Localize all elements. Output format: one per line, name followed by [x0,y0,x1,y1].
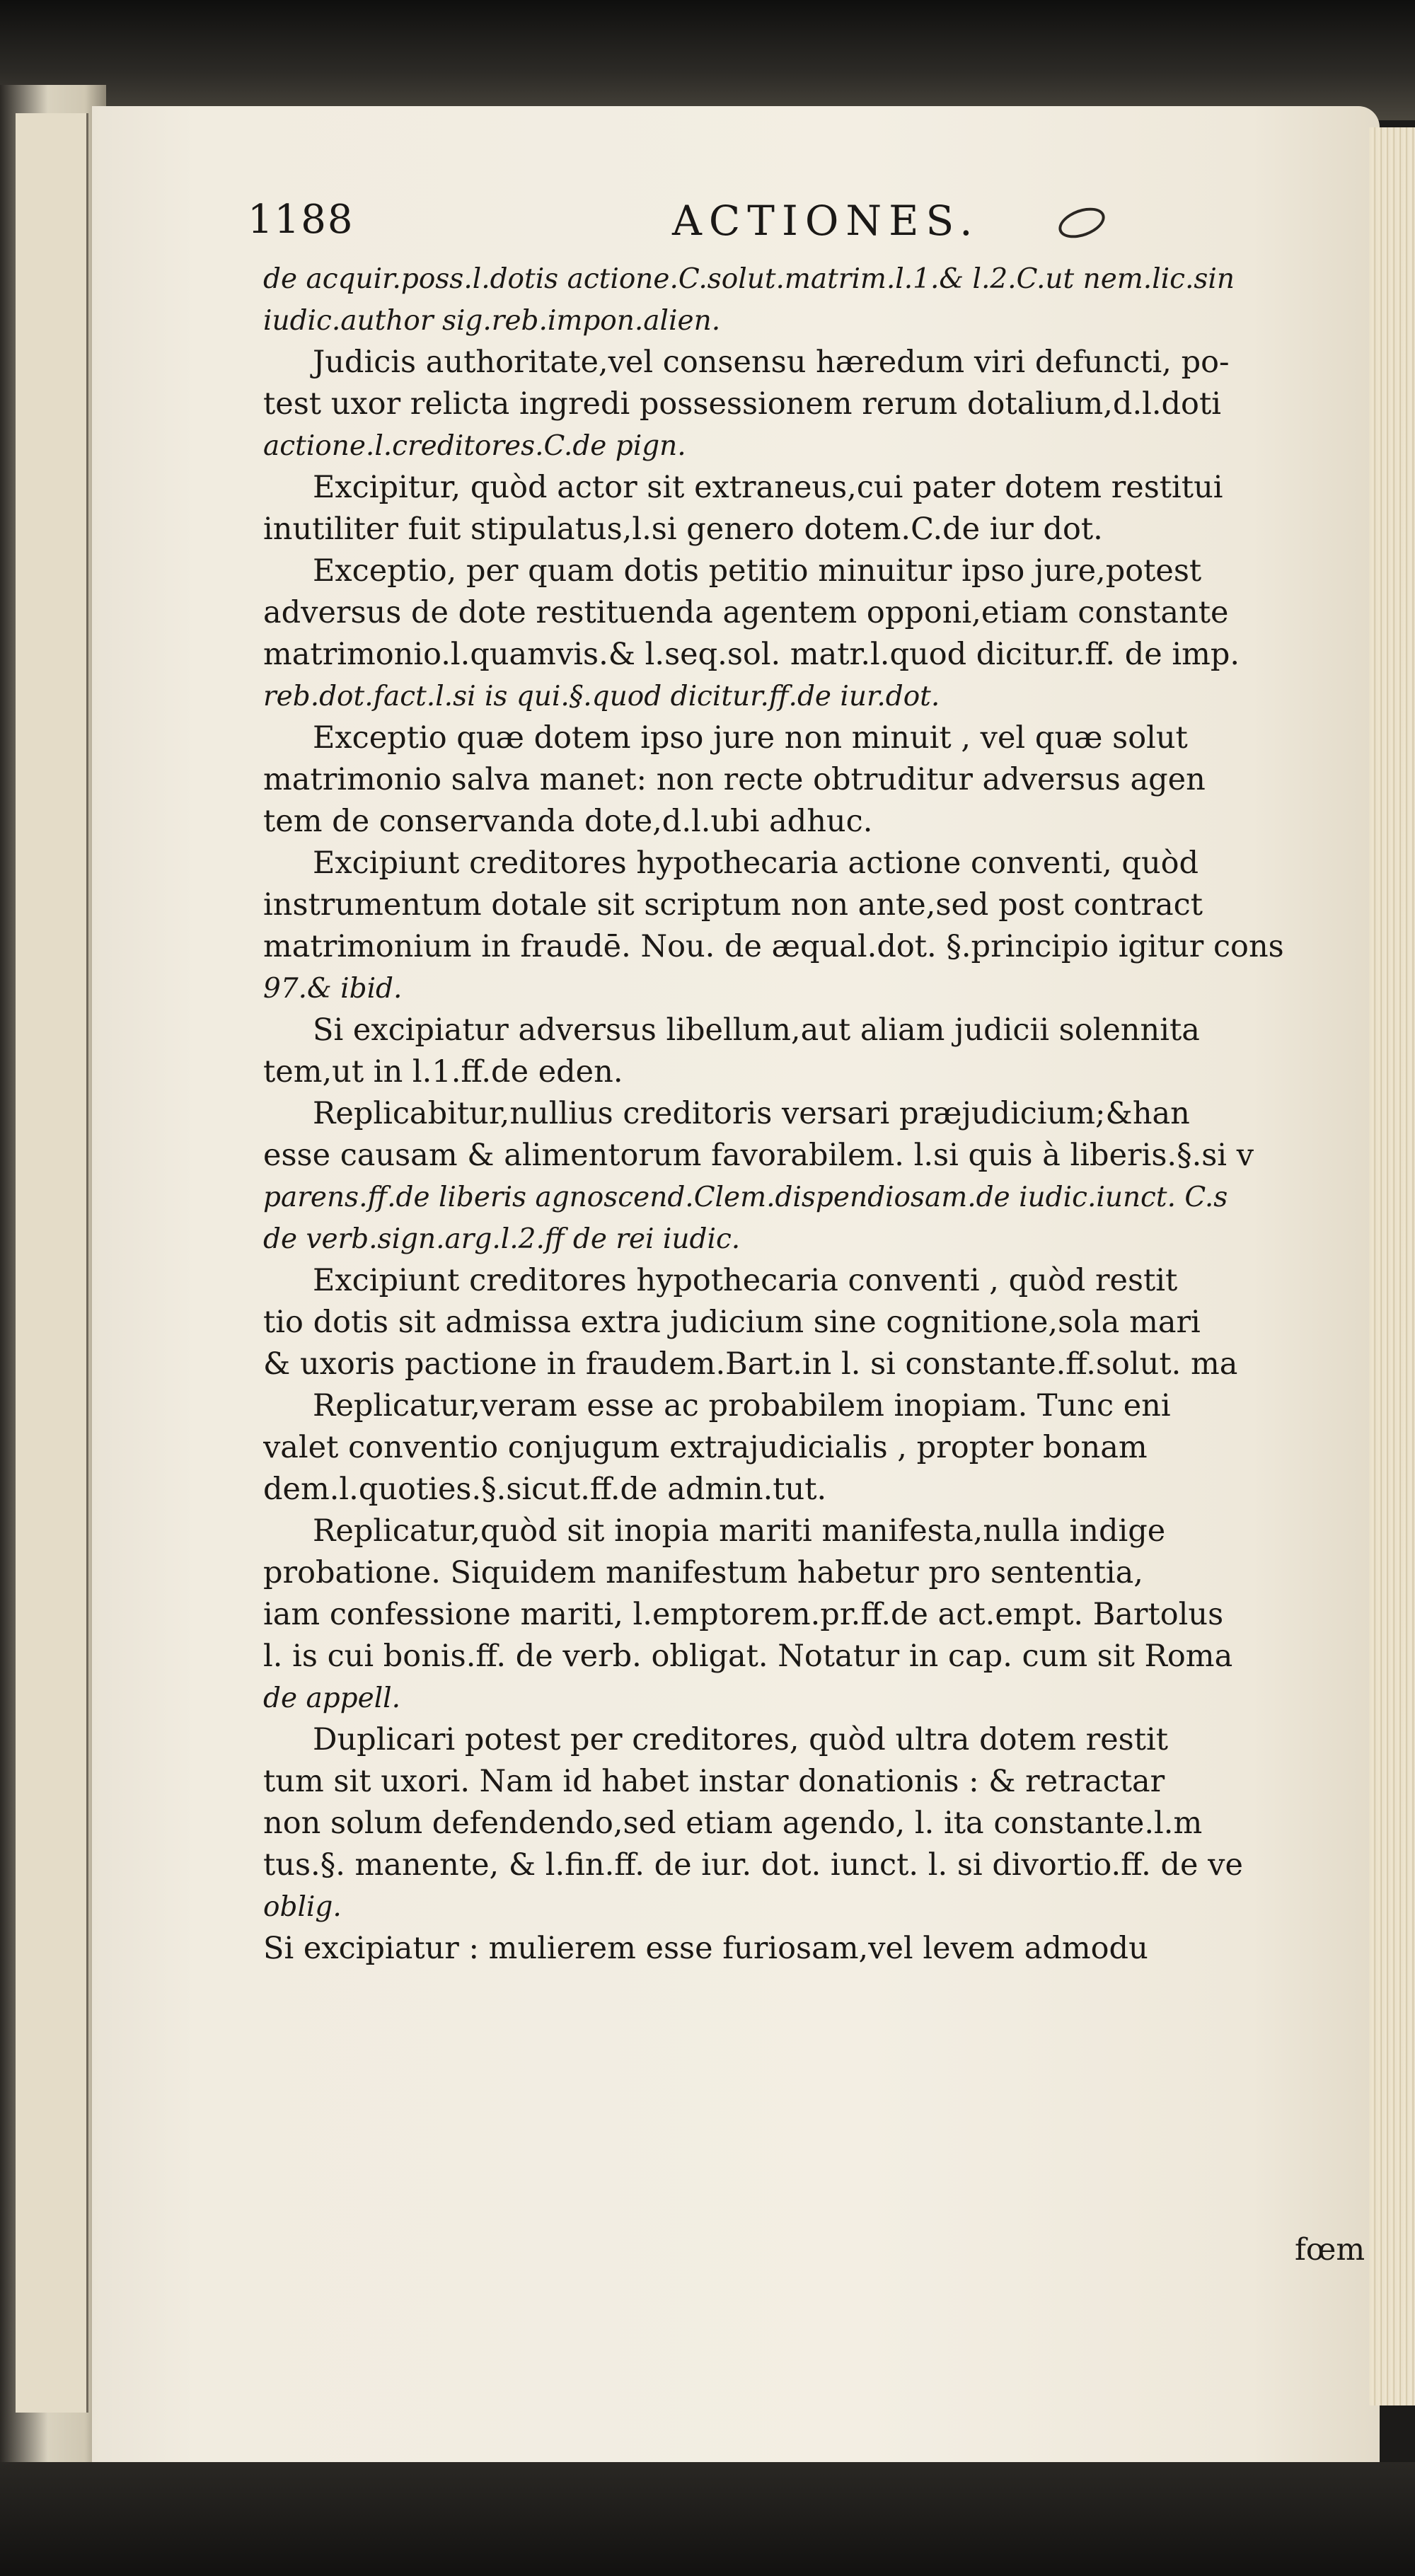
text-line: Si excipiatur : mulierem esse furiosam,vel levem admodu [263,1931,1148,1966]
text-line: oblig. [263,1891,342,1923]
page-number: 1188 [248,197,354,243]
right-page-leaves [1369,127,1415,2405]
text-line: de acquir.poss.l.dotis actione.C.solut.matrim.l.1.& l.2.C.ut nem.lic.sin [263,263,1235,295]
text-line: Judicis authoritate,vel consensu hæredum viri defuncti, po- [313,345,1230,380]
body-text [263,258,1367,2310]
text-line: de verb.sign.arg.l.2.ff de rei iudic. [263,1223,741,1255]
running-head: ACTIONES. [672,197,980,245]
text-line: 97.& ibid. [263,973,403,1005]
text-line: iudic.author sig.reb.impon.alien. [263,305,721,337]
text-line: esse causam & alimentorum favorabilem. l.si quis à liberis.§.si v [263,1138,1254,1173]
text-line: Si excipiatur adversus libellum,aut aliam judicii solennita [313,1012,1200,1048]
text-line: iam confessione mariti, l.emptorem.pr.ff.de act.empt. Bartolus [263,1597,1224,1632]
text-line: l. is cui bonis.ff. de verb. obligat. Notatur in cap. cum sit Roma [263,1639,1233,1674]
text-line: tus.§. manente, & l.fin.ff. de iur. dot. iunct. l. si divortio.ff. de ve [263,1847,1243,1883]
text-line: parens.ff.de liberis agnoscend.Clem.dispendiosam.de iudic.iunct. C.s [263,1182,1228,1213]
text-line: dem.l.quoties.§.sicut.ff.de admin.tut. [263,1472,827,1507]
catchword: fœm [1295,2232,1365,2268]
text-line: Replicatur,quòd sit inopia mariti manifesta,nulla indige [313,1513,1166,1549]
ink-mark-icon [1055,202,1109,244]
page-header [248,197,1373,260]
text-line: test uxor relicta ingredi possessionem rerum dotalium,d.l.doti [263,386,1221,422]
text-line: & uxoris pactione in fraudem.Bart.in l. si constante.ff.solut. ma [263,1346,1238,1382]
text-line: matrimonio salva manet: non recte obtruditur adversus agen [263,762,1206,797]
text-line: Excipitur, quòd actor sit extraneus,cui pater dotem restitui [313,470,1223,505]
text-line: reb.dot.fact.l.si is qui.§.quod dicitur.ff.de iur.dot. [263,681,940,712]
text-line: tio dotis sit admissa extra judicium sine cognitione,sola mari [263,1305,1201,1340]
text-line: instrumentum dotale sit scriptum non ante,sed post contract [263,887,1203,923]
text-line: Replicatur,veram esse ac probabilem inopiam. Tunc eni [313,1388,1171,1423]
text-line: Duplicari potest per creditores, quòd ultra dotem restit [313,1722,1169,1757]
text-line: non solum defendendo,sed etiam agendo, l. ita constante.l.m [263,1806,1203,1841]
text-line: inutiliter fuit stipulatus,l.si genero dotem.C.de iur dot. [263,512,1103,547]
text-line: tem de conservanda dote,d.l.ubi adhuc. [263,804,873,839]
text-line: Replicabitur,nullius creditoris versari præjudicium;&han [313,1096,1190,1131]
book-bottom-shadow [0,2462,1415,2576]
text-line: adversus de dote restituenda agentem opponi,etiam constante [263,595,1229,630]
text-line: tum sit uxori. Nam id habet instar donationis : & retractar [263,1764,1165,1799]
text-line: Exceptio, per quam dotis petitio minuitur ipso jure,potest [313,553,1202,589]
text-line: actione.l.creditores.C.de pign. [263,430,686,462]
left-page-edge [16,113,88,2413]
text-line: Excipiunt creditores hypothecaria conventi , quòd restit [313,1263,1178,1298]
text-line: matrimonium in fraudē. Nou. de æqual.dot. §.principio igitur cons [263,929,1284,964]
text-line: valet conventio conjugum extrajudicialis , propter bonam [263,1430,1148,1465]
book-top-shadow [0,0,1415,120]
text-line: de appell. [263,1682,401,1714]
text-line: tem,ut in l.1.ff.de eden. [263,1054,623,1090]
text-line: probatione. Siquidem manifestum habetur pro sententia, [263,1555,1143,1590]
text-line: Excipiunt creditores hypothecaria actione conventi, quòd [313,845,1199,881]
text-line: Exceptio quæ dotem ipso jure non minuit , vel quæ solut [313,720,1188,756]
text-line: matrimonio.l.quamvis.& l.seq.sol. matr.l.quod dicitur.ff. de imp. [263,637,1240,672]
